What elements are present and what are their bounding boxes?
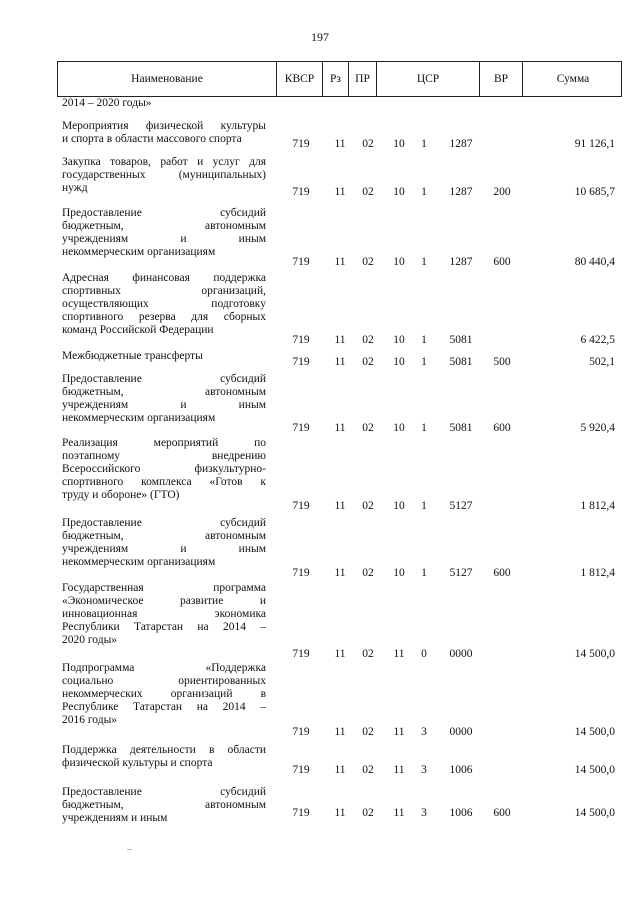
row-name-line: некоммерческих организаций в bbox=[62, 688, 266, 700]
cell-kvsr: 719 bbox=[292, 500, 310, 512]
cell-c1: 11 bbox=[393, 807, 405, 819]
cell-c3: 5081 bbox=[449, 356, 473, 368]
row-name-line: Реализация мероприятий по bbox=[62, 437, 266, 449]
cell-c3: 1287 bbox=[449, 186, 473, 198]
row-name-line: учреждениям и иным bbox=[62, 399, 266, 411]
row-name-line: учреждениям и иным bbox=[62, 233, 266, 245]
row-name bbox=[62, 517, 266, 569]
cell-pr: 02 bbox=[362, 726, 374, 738]
row-name-line: бюджетным, автономным bbox=[62, 386, 266, 398]
row-name bbox=[62, 120, 266, 146]
row-name-line: Предоставление субсидий bbox=[62, 373, 266, 385]
cell-pr: 02 bbox=[362, 256, 374, 268]
cell-c3: 1287 bbox=[449, 138, 473, 150]
header-pr: ПР bbox=[348, 62, 376, 96]
cell-rz: 11 bbox=[334, 807, 346, 819]
cell-kvsr: 719 bbox=[292, 138, 310, 150]
cell-kvsr: 719 bbox=[292, 807, 310, 819]
cell-c3: 5081 bbox=[449, 422, 473, 434]
row-name-line: некоммерческим организациям bbox=[62, 412, 216, 424]
cell-kvsr: 719 bbox=[292, 256, 310, 268]
row-name-line: Поддержка деятельности в области bbox=[62, 744, 266, 756]
cell-rz: 11 bbox=[334, 334, 346, 346]
cell-rz: 11 bbox=[334, 422, 346, 434]
cell-c3: 1006 bbox=[449, 764, 473, 776]
cell-sum: 502,1 bbox=[589, 356, 615, 368]
header-kvsr: КВСР bbox=[276, 62, 322, 96]
row-name-line: и спорта в области массового спорта bbox=[62, 133, 242, 145]
row-name-line: некоммерческим организациям bbox=[62, 246, 216, 258]
cell-sum: 1 812,4 bbox=[580, 567, 615, 579]
row-name-line: Всероссийского физкультурно- bbox=[62, 463, 266, 475]
cell-sum: 80 440,4 bbox=[574, 256, 615, 268]
cell-sum: 14 500,0 bbox=[574, 648, 615, 660]
row-name-line: некоммерческим организациям bbox=[62, 556, 216, 568]
cell-c3: 5081 bbox=[449, 334, 473, 346]
cell-sum: 91 126,1 bbox=[574, 138, 615, 150]
cell-rz: 11 bbox=[334, 256, 346, 268]
cell-kvsr: 719 bbox=[292, 648, 310, 660]
cell-c1: 10 bbox=[393, 567, 405, 579]
cell-vr: 600 bbox=[493, 422, 511, 434]
row-name-line: Предоставление субсидий bbox=[62, 207, 266, 219]
cell-c2: 3 bbox=[421, 764, 427, 776]
row-name-line: Мероприятия физической культуры bbox=[62, 120, 266, 132]
cell-c2: 0 bbox=[421, 648, 427, 660]
cell-c3: 0000 bbox=[449, 648, 473, 660]
cell-c2: 3 bbox=[421, 807, 427, 819]
cell-sum: 5 920,4 bbox=[580, 422, 615, 434]
row-name-line: Подпрограмма «Поддержка bbox=[62, 662, 266, 674]
row-name bbox=[62, 744, 266, 770]
cell-vr: 200 bbox=[493, 186, 511, 198]
cell-vr: 600 bbox=[493, 807, 511, 819]
cell-sum: 14 500,0 bbox=[574, 726, 615, 738]
table-header bbox=[57, 61, 622, 97]
cell-c1: 11 bbox=[393, 648, 405, 660]
row-name bbox=[62, 373, 266, 425]
continuation-text: 2014 – 2020 годы» bbox=[62, 97, 152, 109]
cell-c1: 10 bbox=[393, 256, 405, 268]
header-rz: Рз bbox=[322, 62, 348, 96]
row-name-line: государственных (муниципальных) bbox=[62, 169, 266, 181]
row-name-line: Предоставление субсидий bbox=[62, 517, 266, 529]
cell-sum: 14 500,0 bbox=[574, 807, 615, 819]
cell-c1: 10 bbox=[393, 186, 405, 198]
page-number: 197 bbox=[311, 30, 329, 44]
cell-c3: 1006 bbox=[449, 807, 473, 819]
row-name-line: осуществляющих подготовку bbox=[62, 298, 266, 310]
cell-c3: 5127 bbox=[449, 567, 473, 579]
cell-pr: 02 bbox=[362, 186, 374, 198]
row-name bbox=[62, 582, 266, 647]
cell-kvsr: 719 bbox=[292, 726, 310, 738]
cell-c2: 3 bbox=[421, 726, 427, 738]
cell-pr: 02 bbox=[362, 138, 374, 150]
cell-c2: 1 bbox=[421, 334, 427, 346]
cell-sum: 1 812,4 bbox=[580, 500, 615, 512]
cell-sum: 6 422,5 bbox=[580, 334, 615, 346]
cell-c2: 1 bbox=[421, 356, 427, 368]
row-name-line: 2016 годы» bbox=[62, 714, 118, 726]
cell-c2: 1 bbox=[421, 422, 427, 434]
cell-kvsr: 719 bbox=[292, 567, 310, 579]
row-name bbox=[62, 437, 266, 502]
row-name-line: 2020 годы» bbox=[62, 634, 118, 646]
cell-kvsr: 719 bbox=[292, 334, 310, 346]
row-name-line: спортивного комплекса «Готов к bbox=[62, 476, 266, 488]
cell-vr: 500 bbox=[493, 356, 511, 368]
cell-pr: 02 bbox=[362, 500, 374, 512]
row-name-line: инновационная экономика bbox=[62, 608, 266, 620]
cell-c2: 1 bbox=[421, 500, 427, 512]
cell-rz: 11 bbox=[334, 186, 346, 198]
row-name-line: спортивных организаций, bbox=[62, 285, 266, 297]
row-name-line: поэтапному внедрению bbox=[62, 450, 266, 462]
cell-c1: 11 bbox=[393, 726, 405, 738]
cell-sum: 14 500,0 bbox=[574, 764, 615, 776]
cell-rz: 11 bbox=[334, 138, 346, 150]
cell-vr: 600 bbox=[493, 567, 511, 579]
row-name-line: Республики Татарстан на 2014 – bbox=[62, 621, 266, 633]
cell-rz: 11 bbox=[334, 500, 346, 512]
cell-pr: 02 bbox=[362, 764, 374, 776]
cell-rz: 11 bbox=[334, 764, 346, 776]
row-name bbox=[62, 207, 266, 259]
row-name-line: бюджетным, автономным bbox=[62, 220, 266, 232]
cell-c1: 10 bbox=[393, 138, 405, 150]
row-name-line: спортивного резерва для сборных bbox=[62, 311, 266, 323]
row-name bbox=[62, 662, 266, 727]
cell-kvsr: 719 bbox=[292, 764, 310, 776]
cell-kvsr: 719 bbox=[292, 186, 310, 198]
cell-rz: 11 bbox=[334, 648, 346, 660]
scan-mark bbox=[127, 849, 132, 850]
row-name-line: Межбюджетные трансферты bbox=[62, 350, 203, 362]
cell-c1: 10 bbox=[393, 334, 405, 346]
cell-pr: 02 bbox=[362, 422, 374, 434]
cell-pr: 02 bbox=[362, 356, 374, 368]
row-name bbox=[62, 272, 266, 337]
cell-c2: 1 bbox=[421, 567, 427, 579]
cell-vr: 600 bbox=[493, 256, 511, 268]
row-name-line: бюджетным, автономным bbox=[62, 799, 266, 811]
header-csr: ЦСР bbox=[376, 62, 479, 96]
cell-c3: 5127 bbox=[449, 500, 473, 512]
cell-c1: 11 bbox=[393, 764, 405, 776]
cell-c2: 1 bbox=[421, 186, 427, 198]
row-name-line: труду и обороне» (ГТО) bbox=[62, 489, 180, 501]
header-vr: ВР bbox=[479, 62, 522, 96]
cell-pr: 02 bbox=[362, 567, 374, 579]
cell-c1: 10 bbox=[393, 422, 405, 434]
cell-sum: 10 685,7 bbox=[574, 186, 615, 198]
row-name-line: социально ориентированных bbox=[62, 675, 266, 687]
row-name bbox=[62, 786, 266, 825]
cell-c2: 1 bbox=[421, 138, 427, 150]
header-sum: Сумма bbox=[522, 62, 623, 96]
cell-rz: 11 bbox=[334, 726, 346, 738]
row-name-line: нужд bbox=[62, 182, 88, 194]
row-name bbox=[62, 156, 266, 195]
row-name-line: Закупка товаров, работ и услуг для bbox=[62, 156, 266, 168]
row-name-line: «Экономическое развитие и bbox=[62, 595, 266, 607]
cell-kvsr: 719 bbox=[292, 356, 310, 368]
row-name bbox=[62, 350, 266, 363]
header-name: Наименование bbox=[131, 73, 203, 85]
row-name-line: физической культуры и спорта bbox=[62, 757, 213, 769]
cell-pr: 02 bbox=[362, 807, 374, 819]
cell-c1: 10 bbox=[393, 500, 405, 512]
row-name-line: бюджетным, автономным bbox=[62, 530, 266, 542]
row-name-line: учреждениям и иным bbox=[62, 812, 168, 824]
row-name-line: команд Российской Федерации bbox=[62, 324, 214, 336]
cell-kvsr: 719 bbox=[292, 422, 310, 434]
row-name-line: Республике Татарстан на 2014 – bbox=[62, 701, 266, 713]
cell-pr: 02 bbox=[362, 648, 374, 660]
row-name-line: учреждениям и иным bbox=[62, 543, 266, 555]
cell-rz: 11 bbox=[334, 567, 346, 579]
cell-pr: 02 bbox=[362, 334, 374, 346]
cell-c2: 1 bbox=[421, 256, 427, 268]
cell-c3: 1287 bbox=[449, 256, 473, 268]
row-name-line: Предоставление субсидий bbox=[62, 786, 266, 798]
row-name-line: Адресная финансовая поддержка bbox=[62, 272, 266, 284]
row-name-line: Государственная программа bbox=[62, 582, 266, 594]
cell-c3: 0000 bbox=[449, 726, 473, 738]
cell-rz: 11 bbox=[334, 356, 346, 368]
cell-c1: 10 bbox=[393, 356, 405, 368]
